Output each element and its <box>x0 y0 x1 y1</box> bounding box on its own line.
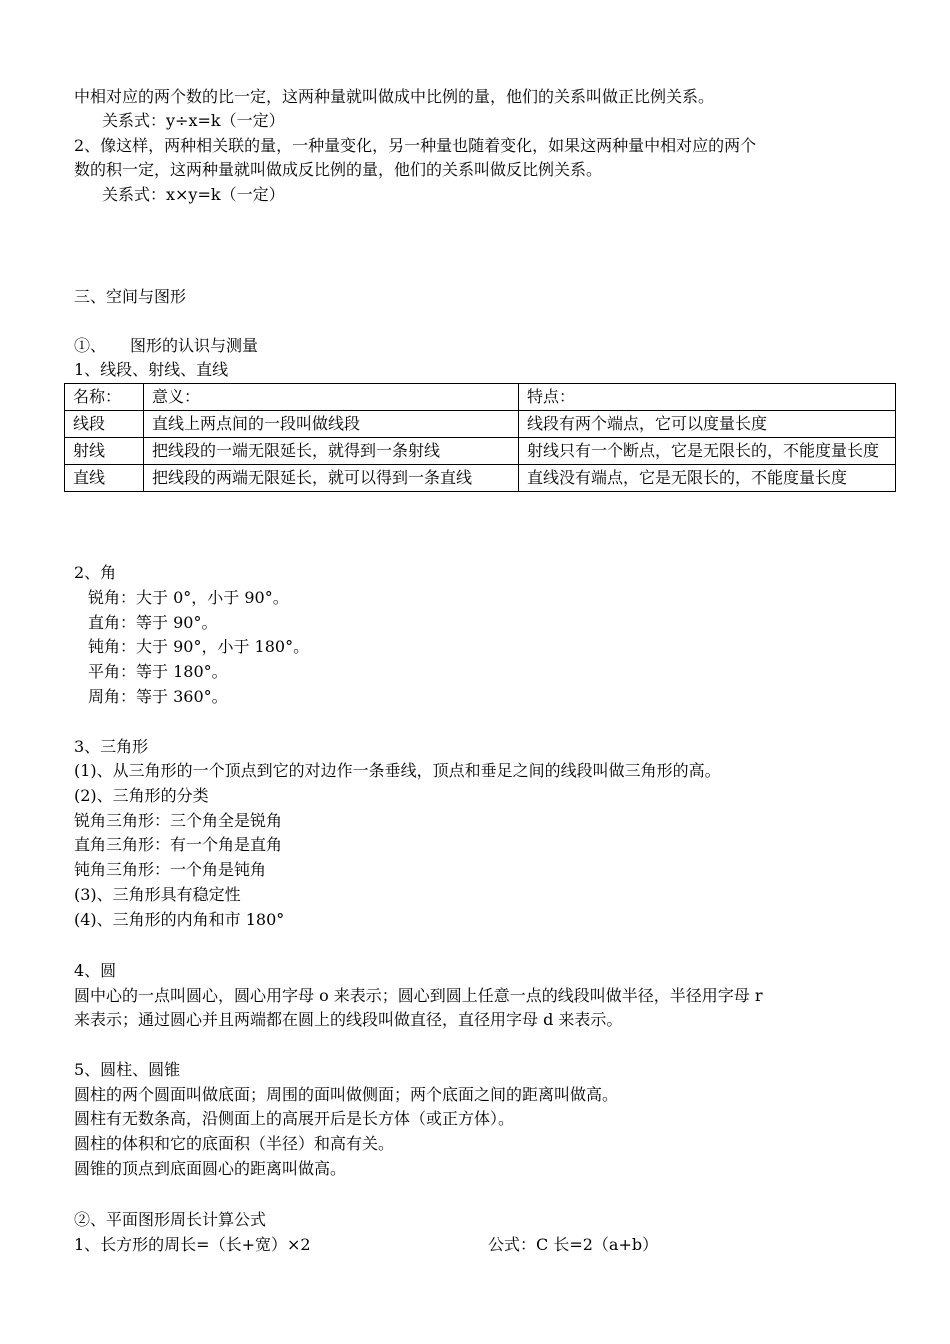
lines-table <box>64 383 896 492</box>
triangle-line: 锐角三角形：三个角全是锐角 <box>74 811 283 830</box>
triangle-heading: 3、三角形 <box>74 737 149 756</box>
inverse-proportion-paragraph-2: 数的积一定，这两种量就叫做成反比例的量，他们的关系叫做反比例关系。 <box>74 160 603 179</box>
triangle-line: (4)、三角形的内角和市 180° <box>74 910 285 929</box>
lines-heading: 1、线段、射线、直线 <box>74 360 229 379</box>
table-cell: 把线段的两端无限延长，就可以得到一条直线 <box>144 465 519 492</box>
angle-item: 平角：等于 180°。 <box>88 662 228 681</box>
table-cell: 直线 <box>65 465 144 492</box>
table-cell: 直线上两点间的一段叫做线段 <box>144 411 519 438</box>
cylinder-line: 圆柱的两个圆面叫做底面；周围的面叫做侧面；两个底面之间的距离叫做高。 <box>74 1085 619 1104</box>
rectangle-perimeter-formula: 公式：C 长=2（a+b） <box>488 1235 659 1254</box>
table-header-name: 名称： <box>65 384 144 411</box>
cylinder-line: 圆柱有无数条高，沿侧面上的高展开后是长方体（或正方体）。 <box>74 1109 515 1128</box>
proportion-paragraph: 中相对应的两个数的比一定，这两种量就叫做成中比例的量，他们的关系叫做正比例关系。 <box>74 87 715 106</box>
triangle-line: (3)、三角形具有稳定性 <box>74 885 241 904</box>
table-cell: 把线段的一端无限延长，就得到一条射线 <box>144 438 519 465</box>
subsection-title-perimeter: ②、平面图形周长计算公式 <box>74 1210 267 1229</box>
subsection-title-shapes: ①、 图形的认识与测量 <box>74 336 259 355</box>
triangle-line: (2)、三角形的分类 <box>74 786 209 805</box>
triangle-line: 直角三角形：有一个角是直角 <box>74 835 283 854</box>
triangle-line: (1)、从三角形的一个顶点到它的对边作一条垂线，顶点和垂足之间的线段叫做三角形的高。 <box>74 761 721 780</box>
triangle-line: 钝角三角形：一个角是钝角 <box>74 860 267 879</box>
cylinder-line: 圆锥的顶点到底面圆心的距离叫做高。 <box>74 1159 347 1178</box>
circle-paragraph-2: 来表示；通过圆心并且两端都在圆上的线段叫做直径，直径用字母 d 来表示。 <box>74 1010 623 1029</box>
table-cell: 射线只有一个断点，它是无限长的，不能度量长度 <box>519 438 896 465</box>
angle-item: 直角：等于 90°。 <box>88 613 218 632</box>
table-row <box>65 465 896 492</box>
table-cell: 线段 <box>65 411 144 438</box>
table-cell: 射线 <box>65 438 144 465</box>
table-header-meaning: 意义： <box>144 384 519 411</box>
circle-heading: 4、圆 <box>74 961 117 980</box>
rectangle-perimeter: 1、长方形的周长=（长+宽）×2 <box>74 1235 311 1254</box>
table-header-row <box>65 384 896 411</box>
angles-heading: 2、角 <box>74 563 117 582</box>
cylinder-line: 圆柱的体积和它的底面积（半径）和高有关。 <box>74 1134 395 1153</box>
angle-item: 周角：等于 360°。 <box>88 687 228 706</box>
angle-item: 锐角：大于 0°，小于 90°。 <box>88 588 289 607</box>
table-row <box>65 438 896 465</box>
direct-proportion-formula: 关系式：y÷x=k（一定） <box>102 111 285 130</box>
table-row <box>65 411 896 438</box>
angle-item: 钝角：大于 90°，小于 180°。 <box>88 637 310 656</box>
table-header-feature: 特点： <box>519 384 896 411</box>
inverse-proportion-formula: 关系式：x×y=k（一定） <box>102 185 285 204</box>
circle-paragraph-1: 圆中心的一点叫圆心，圆心用字母 o 来表示；圆心到圆上任意一点的线段叫做半径，半径用字母 r <box>74 986 763 1005</box>
cylinder-heading: 5、圆柱、圆锥 <box>74 1060 181 1079</box>
section-title: 三、空间与图形 <box>74 287 187 306</box>
table-cell: 直线没有端点，它是无限长的，不能度量长度 <box>519 465 896 492</box>
table-cell: 线段有两个端点，它可以度量长度 <box>519 411 896 438</box>
inverse-proportion-paragraph-1: 2、像这样，两种相关联的量，一种量变化，另一种量也随着变化，如果这两种量中相对应的两个 <box>74 136 757 155</box>
